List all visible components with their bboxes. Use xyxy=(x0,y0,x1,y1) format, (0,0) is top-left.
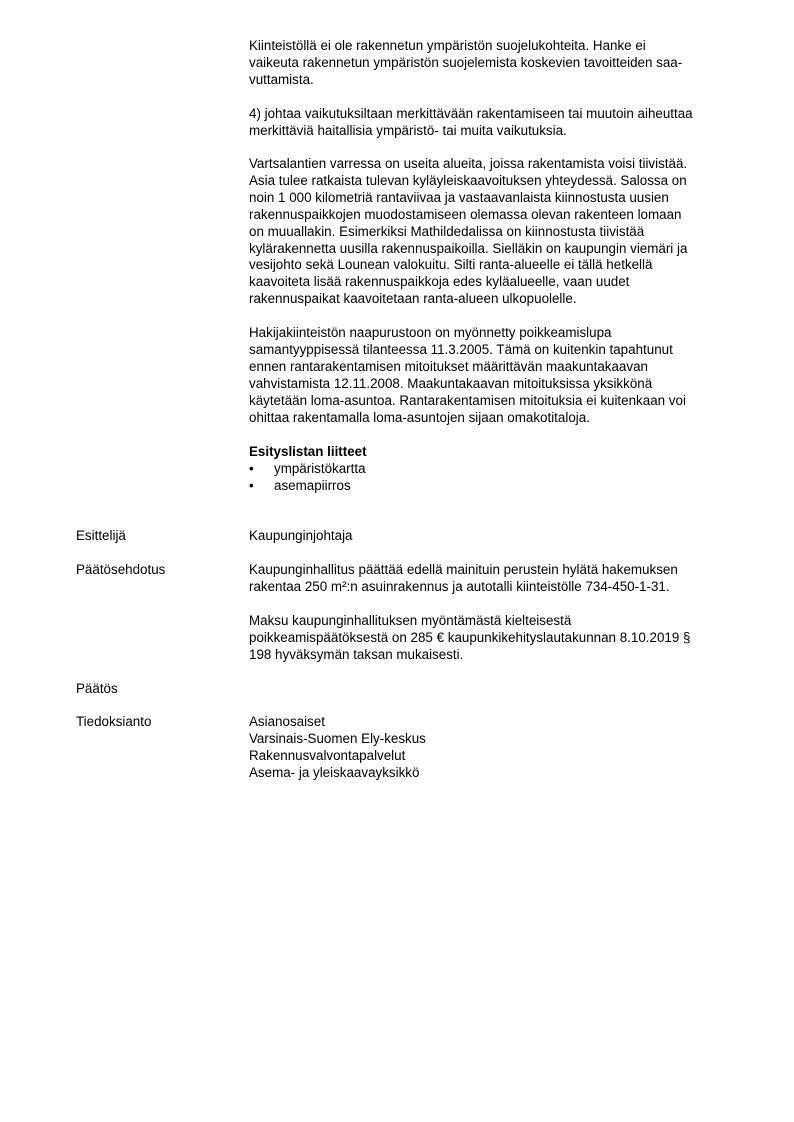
tiedoksianto-recipients xyxy=(249,714,739,782)
intro-paragraph-3: Vartsalantien varressa on useita alueita, joissa rakentamista voisi tiivistää. Asia tulee ratkaista tulevan kyläyleiskaavoituksen yhteydessä. Salossa on noin 1 000 kilometriä rantaviivaa ja vastaavanlaista kiinnostusta uusien rakennuspaikkojen muodostamiseen olemassa olevan rakenteen lomaan on muuallakin. Esimerkiksi Mathildedalissa on kiinnostusta tiivistää kylärakennetta uusilla rakennuspaikoilla. Sielläkin on kaupungin viemäri ja vesijohto sekä Lounean valokuitu. Silti ranta-alueelle ei tällä hetkellä kaavoiteta lisää rakennuspaikkoja edes kyläalueelle, vaan uudet rakennuspaikat kaavoitetaan ranta-alueen ulkopuolelle. xyxy=(249,156,688,307)
attachment-item xyxy=(249,461,739,478)
paatosehdotus-paragraph-2: Maksu kaupunginhallituksen myöntämästä kielteisestä poikkeamispäätöksestä on 285 € kaupunkikehityslautakunnan 8.10.2019 § 198 hyväksymän taksan mukaisesti. xyxy=(249,613,691,662)
attachment-label: asemapiirros xyxy=(274,477,351,493)
intro-paragraph-2: 4) johtaa vaikutuksiltaan merkittävään rakentamiseen tai muutoin aiheuttaa merkittäviä haitallisia ympäristö- tai muita vaikutuksia. xyxy=(249,106,693,138)
esittelija-value: Kaupunginjohtaja xyxy=(249,528,353,543)
paatosehdotus-label: Päätösehdotus xyxy=(76,562,166,577)
esittelija-label: Esittelijä xyxy=(76,528,126,543)
recipient: Asema- ja yleiskaavayksikkö xyxy=(249,764,420,780)
attachments-heading: Esityslistan liitteet xyxy=(249,444,367,459)
attachment-label: ympäristökartta xyxy=(274,460,366,476)
attachments-section xyxy=(249,444,739,495)
recipient: Varsinais-Suomen Ely-keskus xyxy=(249,730,426,746)
recipient: Rakennusvalvontapalvelut xyxy=(249,747,406,763)
tiedoksianto-label: Tiedoksianto xyxy=(76,714,152,729)
attachment-item xyxy=(249,478,739,495)
attachments-list xyxy=(249,461,739,495)
paatosehdotus-paragraph-1: Kaupunginhallitus päättää edellä mainituin perustein hylätä hakemuksen rakentaa 250 m²:n asuinrakennus ja autotalli kiinteistölle 734-450-1-31. xyxy=(249,562,678,594)
recipient: Asianosaiset xyxy=(249,714,325,729)
intro-paragraph-4: Hakijakiinteistön naapurustoon on myönnetty poikkeamislupa samantyyppisessä tilanteessa 11.3.2005. Tämä on kuitenkin tapahtunut ennen rantarakentamisen mitoitukset määrittävän maakuntakaavan vahvistamista 12.11.2008. Maakuntakaavan mitoituksissa yksikkönä käytetään loma-asuntoa. Rantarakentamisen mitoituksia ei kuitenkaan voi ohittaa rakentamalla loma-asuntojen sijaan omakotitaloja. xyxy=(249,325,686,425)
intro-paragraph-1: Kiinteistöllä ei ole rakennetun ympäristön suojelukohteita. Hanke ei vaikeuta rakennetun ympäristön suojelemista koskevien tavoitteiden saa- vuttamista. xyxy=(249,38,683,87)
bullet-icon: • xyxy=(249,460,254,476)
bullet-icon: • xyxy=(249,477,254,493)
paatos-label: Päätös xyxy=(76,681,118,696)
